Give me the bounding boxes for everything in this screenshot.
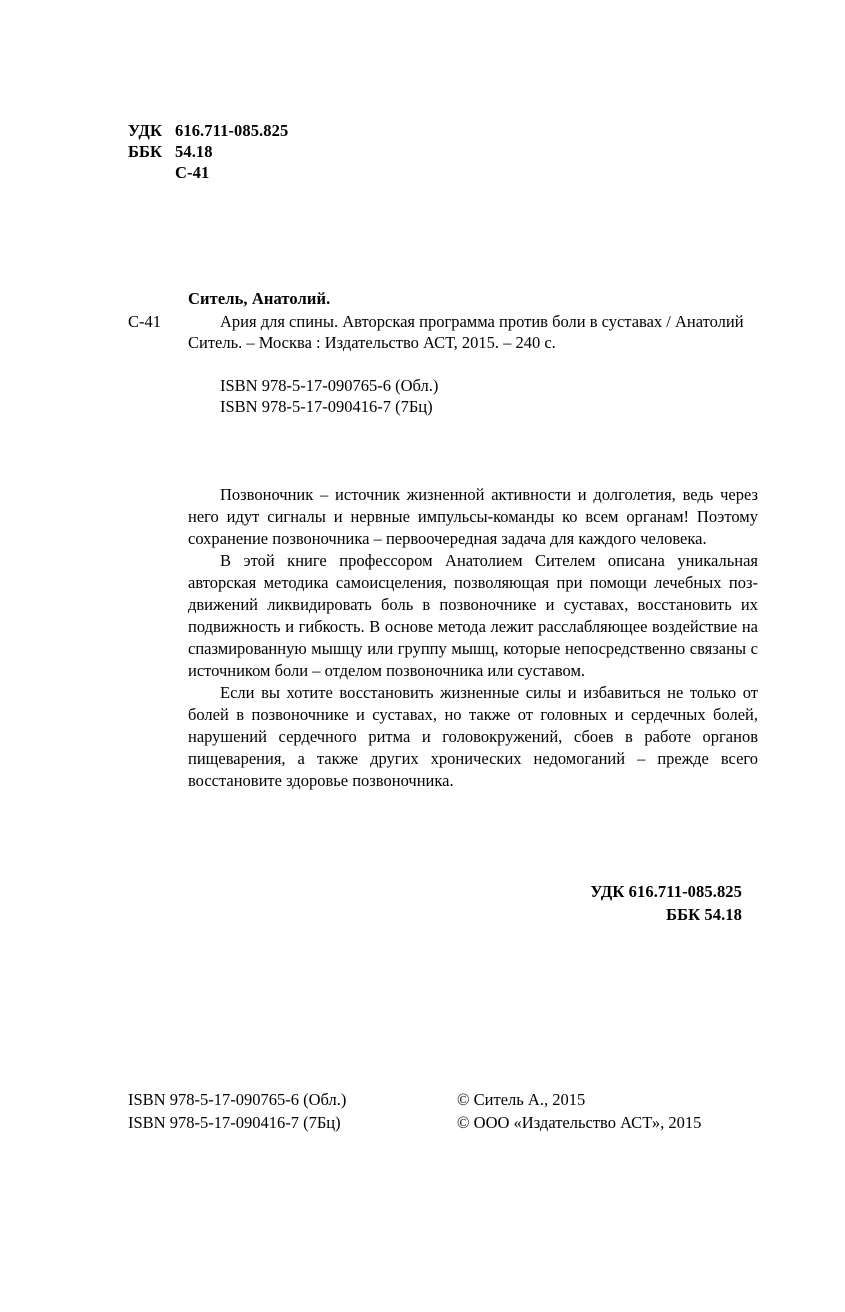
footer-isbn-2: ISBN 978-5-17-090416-7 (7Бц) — [128, 1113, 341, 1132]
imprint-footer — [128, 1088, 778, 1134]
bibliographic-description — [128, 288, 758, 418]
biblio-shelf-code: С-41 — [128, 311, 161, 331]
annotation-text — [188, 484, 758, 792]
annotation-paragraph-3: Если вы хотите восстановить жизненные силы и избавиться не только от болей в позвоночнике и суставах, но также от головных и сердечных болей, нарушений сердечного ритма и головокружений, сбоев в работе органов пищеварения, а также других хронических недомоганий – прежде всего восстановите здоровье позвоночника. — [188, 683, 758, 790]
biblio-isbn-block — [220, 375, 758, 418]
footer-row — [128, 1088, 778, 1111]
footer-isbn-1: ISBN 978-5-17-090765-6 (Обл.) — [128, 1090, 347, 1109]
shelf-label — [128, 162, 175, 183]
annotation-paragraph-1: Позвоночник – источник жизненной активности и долголетия, ведь через него идут сигналы и нервные импульсы-команды ко всем органам! Поэтому сохранение позвоночника – первоочередная задача для каждого человека. — [188, 485, 758, 548]
bbk-row — [128, 141, 288, 162]
biblio-author-heading: Ситель, Анатолий. — [188, 289, 331, 308]
udk-value: 616.711-085.825 — [175, 121, 289, 140]
bbk-label: ББК — [128, 142, 163, 161]
annotation-paragraph-2: В этой книге профессором Анатолием Сителем описана уникальная авторская методика самоисцеления, позволяющая при помощи лечебных поз-движений ликвидировать боль в позвоночнике и суставах, восстановить их подвижность и гибкость. В основе метода лежит расслабляющее воздействие на спазмированную мышцу или группу мышц, которые непосредственно связаны с источником боли – отделом позвоночника или суставом. — [188, 551, 758, 680]
shelf-value: С-41 — [175, 163, 210, 182]
udk-row — [128, 120, 288, 141]
biblio-description-text: Ария для спины. Авторская программа против боли в суставах / Анатолий Ситель. – Москва : Издательство АСТ, 2015. – 240 с. — [188, 311, 744, 352]
footer-row — [128, 1111, 778, 1134]
shelf-row — [128, 162, 288, 183]
biblio-body — [128, 311, 758, 354]
catalog-classification-block — [128, 120, 288, 183]
biblio-isbn-line-2: ISBN 978-5-17-090416-7 (7Бц) — [220, 397, 433, 416]
udk-repeat-line: УДК 616.711-085.825 — [590, 882, 742, 901]
catalog-classification-repeat — [0, 880, 742, 926]
biblio-isbn-line-1: ISBN 978-5-17-090765-6 (Обл.) — [220, 375, 439, 395]
bbk-value: 54.18 — [175, 142, 213, 161]
bbk-repeat-line: ББК 54.18 — [666, 905, 742, 924]
footer-copyright-1: © Ситель А., 2015 — [457, 1090, 586, 1109]
udk-label: УДК — [128, 121, 163, 140]
footer-copyright-2: © ООО «Издательство АСТ», 2015 — [457, 1113, 702, 1132]
